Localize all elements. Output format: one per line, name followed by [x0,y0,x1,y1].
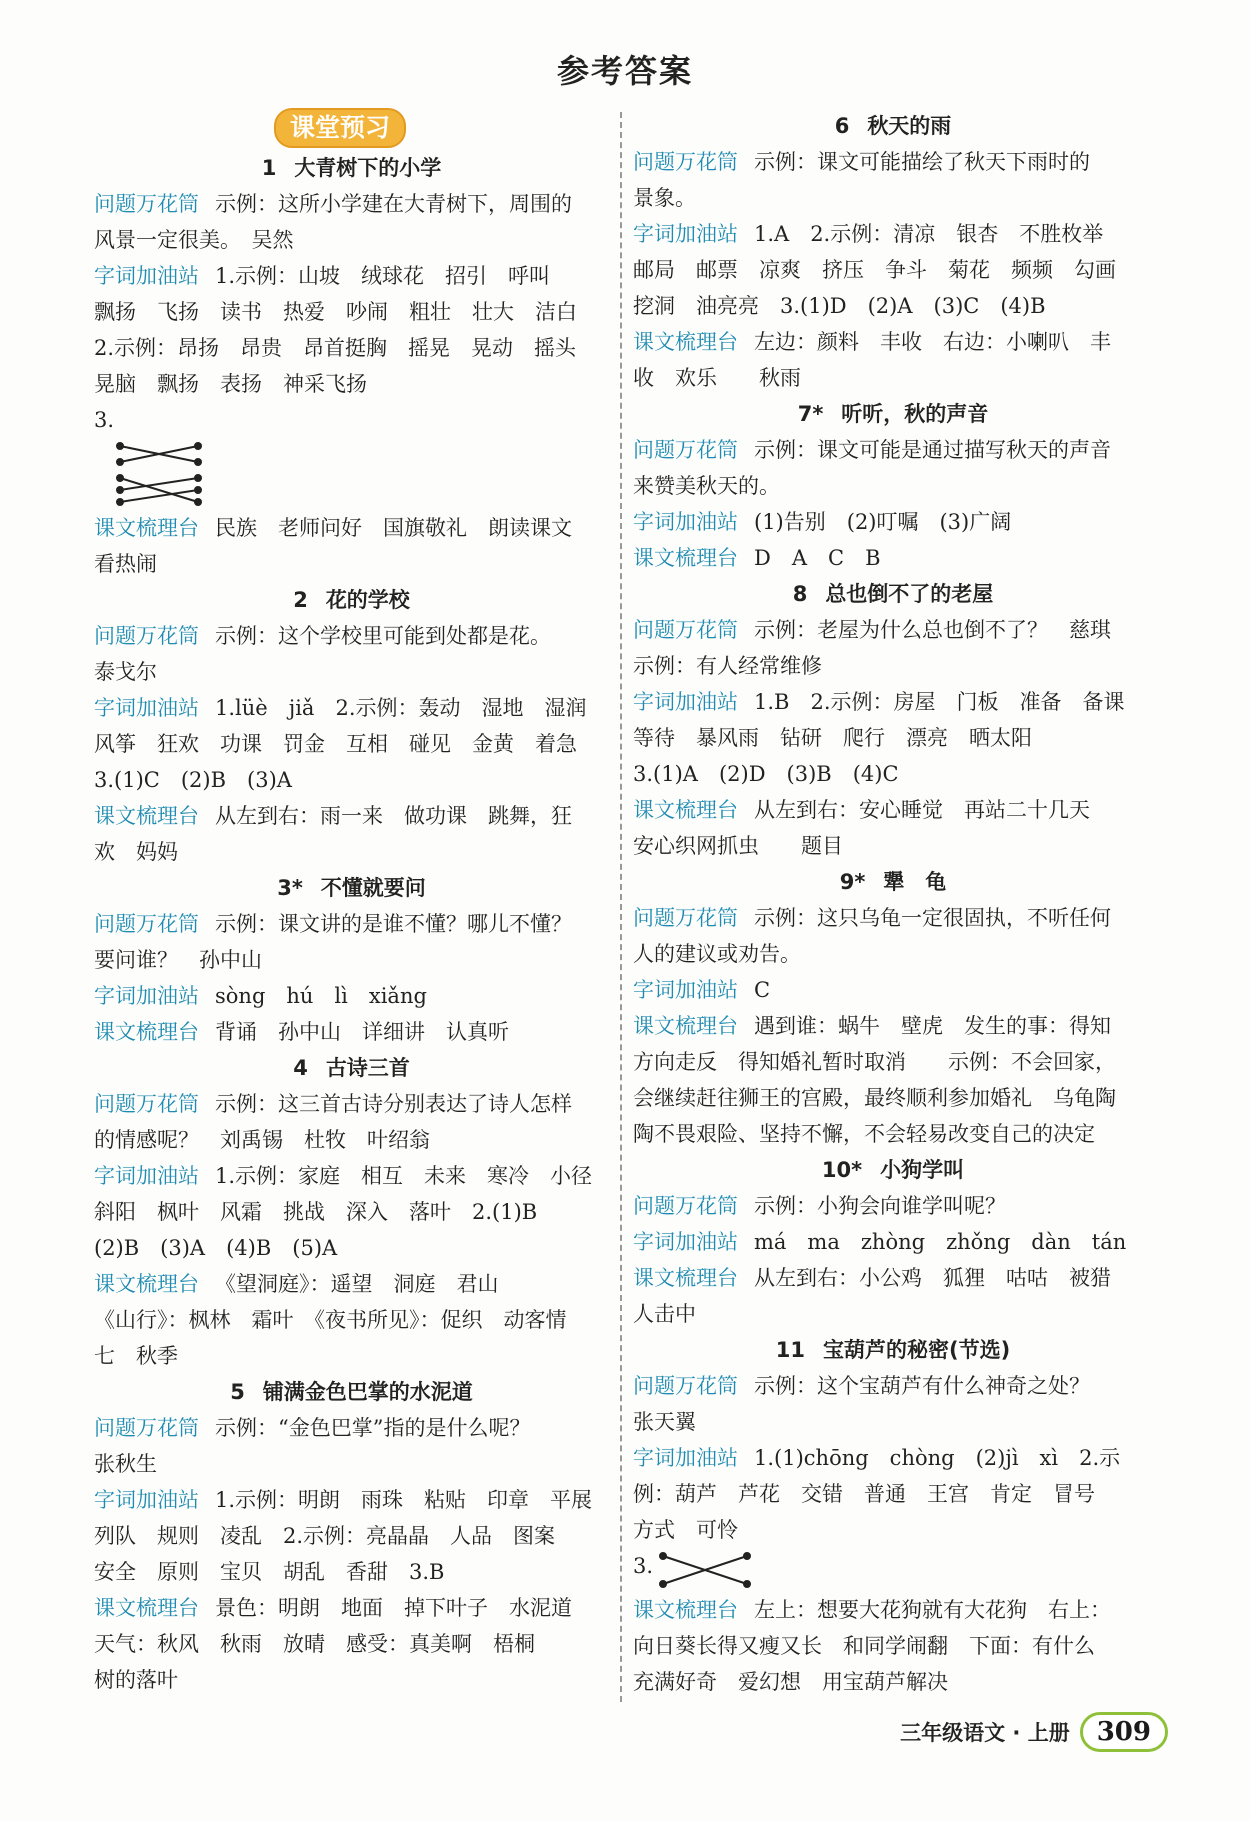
answer-line [633,432,1153,468]
answer-line [94,222,609,258]
lesson-title [94,1374,609,1410]
answer-block [94,1086,609,1374]
answer-text: 收 欢乐 秋雨 [633,366,801,390]
answer-text: 张天翼 [633,1410,696,1434]
answer-line [633,1116,1153,1152]
answer-text: 左边：颜料 丰收 右边：小喇叭 丰 [754,330,1111,354]
answer-line [94,294,609,330]
answer-line [94,1230,609,1266]
lesson-name: 不懂就要问 [320,876,426,900]
answer-line [94,1590,609,1626]
answer-line [94,1158,609,1194]
answer-text: 飘扬 飞扬 读书 热爱 吵闹 粗壮 壮大 洁白 [94,300,577,324]
answer-text: 方式 可怜 [633,1518,738,1542]
answer-text: 示例：“金色巴掌”指的是什么呢？ [215,1416,531,1440]
answer-line [94,366,609,402]
answer-line [633,252,1153,288]
answer-line [94,942,609,978]
answer-line [94,1410,609,1446]
answer-text: 3.(1)C (2)B (3)A [94,768,292,792]
answer-line [633,1512,1153,1548]
answer-line [633,1044,1153,1080]
answer-text: 例：葫芦 芦花 交错 普通 王宫 肯定 冒号 [633,1482,1095,1506]
category-label: 课文梳理台 [633,330,738,354]
page-title: 参考答案 [556,52,693,90]
answer-block [94,906,609,1050]
answer-text: 左上：想要大花狗就有大花狗 右上： [754,1598,1111,1622]
answer-text: 天气：秋风 秋雨 放晴 感受：真美啊 梧桐 [94,1632,535,1656]
answer-line [94,1518,609,1554]
category-label: 问题万花筒 [633,438,738,462]
answer-text: 1.(1)chōng chòng (2)jì xì 2.示 [754,1446,1121,1470]
answer-line [633,1664,1153,1700]
answer-text: 人的建议或劝告。 [633,942,801,966]
lesson-number: 6 [834,114,850,138]
category-label: 课文梳理台 [633,1014,738,1038]
matching-diagram [94,438,609,510]
lesson-name: 秋天的雨 [867,114,952,138]
answer-text: 斜阳 枫叶 风霜 挑战 深入 落叶 2.(1)B [94,1200,538,1224]
answer-text: 张秋生 [94,1452,157,1476]
answer-line [94,1014,609,1050]
lesson-title [94,870,609,906]
answer-text: 景象。 [633,186,696,210]
answer-text: 风筝 狂欢 功课 罚金 互相 碰见 金黄 着急 [94,732,577,756]
answer-text: 示例：这只乌龟一定很固执，不听任何 [754,906,1111,930]
lesson-number: 9* [839,870,866,894]
answer-text: 遇到谁：蜗牛 壁虎 发生的事：得知 [754,1014,1111,1038]
category-label: 课文梳理台 [94,1020,199,1044]
answer-text: 背诵 孙中山 详细讲 认真听 [215,1020,509,1044]
category-label: 课文梳理台 [94,516,199,540]
answer-text: 从左到右：小公鸡 狐狸 咕咕 被猎 [754,1266,1111,1290]
lesson-name: 古诗三首 [325,1056,410,1080]
answer-text: 人击中 [633,1302,696,1326]
answer-text: 的情感呢？ 刘禹锡 杜牧 叶绍翁 [94,1128,430,1152]
lesson-name: 小狗学叫 [880,1158,965,1182]
answer-block [94,510,609,582]
answer-text: 3. [633,1554,654,1578]
answer-line [633,324,1153,360]
answer-text: 《山行》：枫林 霜叶 《夜书所见》：促织 动客情 [94,1308,567,1332]
answer-text: 1.示例：明朗 雨珠 粘贴 印章 平展 [215,1488,593,1512]
answer-text: 1.A 2.示例：清凉 银杏 不胜枚举 [754,222,1104,246]
lesson-number: 4 [293,1056,308,1080]
answer-line [633,684,1153,720]
category-label: 字词加油站 [94,1488,199,1512]
answer-line [633,360,1153,396]
lesson-title [94,150,609,186]
lesson-title [633,396,1153,432]
lesson-title [94,582,609,618]
left-column [94,108,609,1698]
answer-line [633,1628,1153,1664]
answer-text: 从左到右：安心睡觉 再站二十几天 [754,798,1090,822]
category-label: 问题万花筒 [633,906,738,930]
answer-line [94,1122,609,1158]
answer-line [94,1302,609,1338]
answer-text: 1.lüè jiǎ 2.示例：轰动 湿地 湿润 [215,696,587,720]
answer-line [633,1368,1153,1404]
lesson-number: 11 [775,1338,806,1362]
answer-text: 七 秋季 [94,1344,178,1368]
answer-line [633,828,1153,864]
answer-line [633,1008,1153,1044]
answer-line [94,330,609,366]
answer-block [633,144,1153,396]
answer-line [94,618,609,654]
answer-text: 示例：老屋为什么总也倒不了？ 慈琪 [754,618,1111,642]
answer-text: 风景一定很美。 吴然 [94,228,294,252]
answer-line [633,1224,1153,1260]
answer-line [633,720,1153,756]
answer-text: 民族 老师问好 国旗敬礼 朗读课文 [215,516,572,540]
answer-text: 示例：这个学校里可能到处都是花。 [215,624,551,648]
answer-text: 会继续赶往狮王的宫殿，最终顺利参加婚礼 乌龟陶 [633,1086,1116,1110]
answer-line [633,1260,1153,1296]
lesson-name: 宝葫芦的秘密(节选) [823,1338,1011,1362]
answer-line [94,258,609,294]
answer-text: 方向走反 得知婚礼暂时取消 示例：不会回家， [633,1050,1116,1074]
lesson-title [94,1050,609,1086]
answer-block [94,618,609,870]
answer-text: 晃脑 飘扬 表扬 神采飞扬 [94,372,367,396]
lesson-name: 总也倒不了的老屋 [825,582,994,606]
answer-line [633,936,1153,972]
category-label: 问题万花筒 [94,192,199,216]
answer-line [633,468,1153,504]
lesson-number: 5 [230,1380,245,1404]
category-label: 问题万花筒 [633,1374,738,1398]
answer-text: 3.(1)A (2)D (3)B (4)C [633,762,899,786]
category-label: 课文梳理台 [94,1596,199,1620]
answer-text: 示例：课文可能描绘了秋天下雨时的 [754,150,1090,174]
answer-block [633,1592,1153,1700]
answer-text: 向日葵长得又瘦又长 和同学闹翻 下面：有什么 [633,1634,1095,1658]
answer-line [94,654,609,690]
answer-line [94,1338,609,1374]
answer-text: 示例：小狗会向谁学叫呢？ [754,1194,1006,1218]
category-label: 课文梳理台 [633,1598,738,1622]
answer-block [633,1188,1153,1332]
category-label: 字词加油站 [94,984,199,1008]
answer-line [633,1476,1153,1512]
answer-line [94,1482,609,1518]
answer-text: 欢 妈妈 [94,840,178,864]
answer-line [94,726,609,762]
page-footer [900,1712,1168,1752]
answer-line [94,1662,609,1698]
answer-text: 安全 原则 宝贝 胡乱 香甜 3.B [94,1560,445,1584]
answer-text: 看热闹 [94,552,157,576]
answer-text: 等待 暴风雨 钻研 爬行 漂亮 晒太阳 [633,726,1032,750]
answer-line [94,906,609,942]
lesson-number: 2 [293,588,308,612]
lesson-name: 听听，秋的声音 [841,402,989,426]
answer-text: sòng hú lì xiǎng [215,984,427,1008]
category-label: 课文梳理台 [94,1272,199,1296]
answer-text: 泰戈尔 [94,660,157,684]
answer-line [94,762,609,798]
answer-line [633,1296,1153,1332]
lesson-title [633,108,1153,144]
answer-line [94,978,609,1014]
answer-text: 示例：这三首古诗分别表达了诗人怎样 [215,1092,572,1116]
answer-line [633,1440,1153,1476]
lesson-title [633,864,1153,900]
category-label: 问题万花筒 [94,912,199,936]
answer-text: má ma zhòng zhǒng dàn tán [754,1230,1127,1254]
lesson-number: 7* [797,402,824,426]
answer-line [633,900,1153,936]
answer-text: 示例：课文讲的是谁不懂？哪儿不懂？ [215,912,572,936]
category-label: 字词加油站 [633,222,738,246]
answer-line [633,612,1153,648]
answer-text: 3. [94,408,115,432]
answer-text: 邮局 邮票 凉爽 挤压 争斗 菊花 频频 勾画 [633,258,1116,282]
lesson-name: 犟 龟 [883,870,947,894]
answer-text: 1.B 2.示例：房屋 门板 准备 备课 [754,690,1125,714]
category-label: 字词加油站 [633,1230,738,1254]
answer-line [633,1404,1153,1440]
category-label: 问题万花筒 [94,624,199,648]
answer-text: 示例：有人经常维修 [633,654,822,678]
answer-text: 从左到右：雨一来 做功课 跳舞，狂 [215,804,572,828]
answer-line [94,510,609,546]
lesson-number: 3* [277,876,303,900]
answer-text: 示例：这个宝葫芦有什么神奇之处？ [754,1374,1090,1398]
lesson-number: 1 [261,156,277,180]
answer-line [94,186,609,222]
answer-line [94,798,609,834]
answer-line [94,1446,609,1482]
right-column [633,108,1153,1700]
category-label: 字词加油站 [633,510,738,534]
answer-line [94,690,609,726]
category-label: 字词加油站 [633,690,738,714]
lesson-title [633,1152,1153,1188]
page-number: 309 [1080,1712,1168,1752]
answer-line [633,1188,1153,1224]
answer-line [633,648,1153,684]
answer-text: (1)告别 (2)叮嘱 (3)广阔 [754,510,1012,534]
answer-text: 列队 规则 凌乱 2.示例：亮晶晶 人品 图案 [94,1524,556,1548]
answer-line [94,402,609,438]
lesson-number: 10* [821,1158,863,1182]
category-label: 字词加油站 [94,264,199,288]
answer-text: C [754,978,771,1002]
answer-text: 示例：这所小学建在大青树下，周围的 [215,192,572,216]
answer-line [633,1080,1153,1116]
lesson-title [633,576,1153,612]
category-label: 字词加油站 [633,1446,738,1470]
answer-line [633,180,1153,216]
category-label: 字词加油站 [633,978,738,1002]
answer-line [633,972,1153,1008]
answer-line [633,144,1153,180]
lesson-title [633,1332,1153,1368]
answer-text: 挖洞 油亮亮 3.(1)D (2)A (3)C (4)B [633,294,1046,318]
category-label: 问题万花筒 [94,1092,199,1116]
answer-text: 《望洞庭》：遥望 洞庭 君山 [215,1272,499,1296]
answer-line [633,756,1153,792]
answer-line [633,288,1153,324]
answer-text: D A C B [754,546,881,570]
answer-line [94,1626,609,1662]
category-label: 问题万花筒 [633,618,738,642]
category-label: 问题万花筒 [94,1416,199,1440]
answer-line [94,1266,609,1302]
category-label: 课文梳理台 [94,804,199,828]
answer-text: 来赞美秋天的。 [633,474,780,498]
answer-line [94,1194,609,1230]
answer-line [633,792,1153,828]
answer-text: 充满好奇 爱幻想 用宝葫芦解决 [633,1670,948,1694]
answer-line [94,546,609,582]
answer-line [94,1086,609,1122]
answer-line [633,504,1153,540]
answer-text: 要问谁？ 孙中山 [94,948,262,972]
lesson-number: 8 [792,582,808,606]
section-badge: 课堂预习 [274,108,406,148]
answer-text: 树的落叶 [94,1668,178,1692]
category-label: 问题万花筒 [633,1194,738,1218]
category-label: 问题万花筒 [633,150,738,174]
answer-line [633,540,1153,576]
lesson-name: 花的学校 [325,588,410,612]
answer-text: 景色：明朗 地面 掉下叶子 水泥道 [215,1596,572,1620]
matching-diagram [651,1548,1153,1592]
footer-text: 三年级语文 · 上册 [900,1721,1070,1745]
category-label: 课文梳理台 [633,546,738,570]
answer-line [633,216,1153,252]
column-divider [620,112,622,1702]
answer-block [94,1410,609,1698]
answer-text: 1.示例：山坡 绒球花 招引 呼叫 [215,264,551,288]
answer-line [94,834,609,870]
category-label: 课文梳理台 [633,1266,738,1290]
answer-line [633,1592,1153,1628]
category-label: 字词加油站 [94,1164,199,1188]
category-label: 字词加油站 [94,696,199,720]
answer-line [94,1554,609,1590]
category-label: 课文梳理台 [633,798,738,822]
answer-text: (2)B (3)A (4)B (5)A [94,1236,338,1260]
answer-text: 安心织网抓虫 题目 [633,834,843,858]
answer-block [633,432,1153,576]
answer-text: 陶不畏艰险、坚持不懈，不会轻易改变自己的决定 [633,1122,1095,1146]
answer-block [94,186,609,438]
answer-block [633,612,1153,864]
answer-text: 1.示例：家庭 相互 未来 寒冷 小径 [215,1164,593,1188]
lesson-name: 大青树下的小学 [294,156,442,180]
answer-text: 2.示例：昂扬 昂贵 昂首挺胸 摇晃 晃动 摇头 [94,336,577,360]
answer-block [633,900,1153,1152]
lesson-name: 铺满金色巴掌的水泥道 [262,1380,473,1404]
answer-text: 示例：课文可能是通过描写秋天的声音 [754,438,1111,462]
